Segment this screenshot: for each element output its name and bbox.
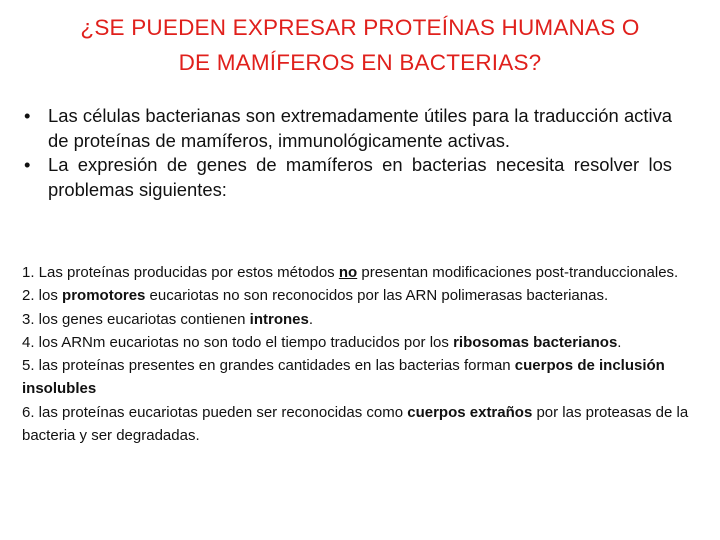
problem-text: 2. los — [22, 287, 63, 305]
slide-title — [20, 10, 700, 80]
problem-text: . — [308, 310, 314, 328]
problem-item-2 — [22, 284, 698, 307]
problem-item-6 — [22, 401, 698, 448]
bullet-item: • La expresión de genes de mamíferos en bacterias necesita resolver los problemas siguientes: — [24, 153, 672, 202]
emphasis-no: no — [338, 264, 358, 281]
problem-text: . — [617, 333, 622, 351]
title-line-2: DE MAMÍFEROS EN BACTERIAS? — [178, 50, 542, 75]
problem-item-1 — [22, 261, 698, 284]
problem-text: 5. las proteínas presentes en grandes cantidades en las bacterias forman — [22, 357, 515, 375]
problem-list — [22, 261, 698, 447]
problem-text: eucariotas no son reconocidos por las ARN polimerasas bacterianas. — [145, 287, 609, 305]
title-line-1: ¿SE PUEDEN EXPRESAR PROTEÍNAS HUMANAS O — [80, 15, 640, 40]
problem-item-5 — [22, 354, 698, 401]
problem-text: presentan modificaciones post-tranduccionales. — [357, 264, 679, 281]
problem-text: 6. las proteínas eucariotas pueden ser reconocidas como — [22, 403, 408, 421]
emphasis-cuerpos-extranos: cuerpos extraños — [407, 403, 533, 421]
emphasis-ribosomas: ribosomas bacterianos — [453, 333, 618, 351]
problem-text: por las proteasas de la bacteria y ser degradadas. — [22, 403, 689, 445]
problem-item-3 — [22, 308, 698, 331]
problem-item-4 — [22, 331, 698, 354]
emphasis-cuerpos-inclusion: cuerpos de inclusión insolubles — [22, 357, 665, 398]
emphasis-promotores: promotores — [62, 287, 146, 305]
bullet-item: • Las células bacterianas son extremadamente útiles para la traducción activa de proteínas de mamíferos, immunológicamente activas. — [24, 104, 672, 153]
problem-text: 4. los ARNm eucariotas no son todo el tiempo traducidos por los — [22, 333, 454, 351]
bullet-list — [24, 104, 672, 202]
emphasis-intrones: intrones — [249, 310, 309, 328]
problem-text: 3. los genes eucariotas contienen — [22, 310, 250, 328]
problem-text: 1. Las proteínas producidas por estos métodos — [22, 264, 339, 281]
